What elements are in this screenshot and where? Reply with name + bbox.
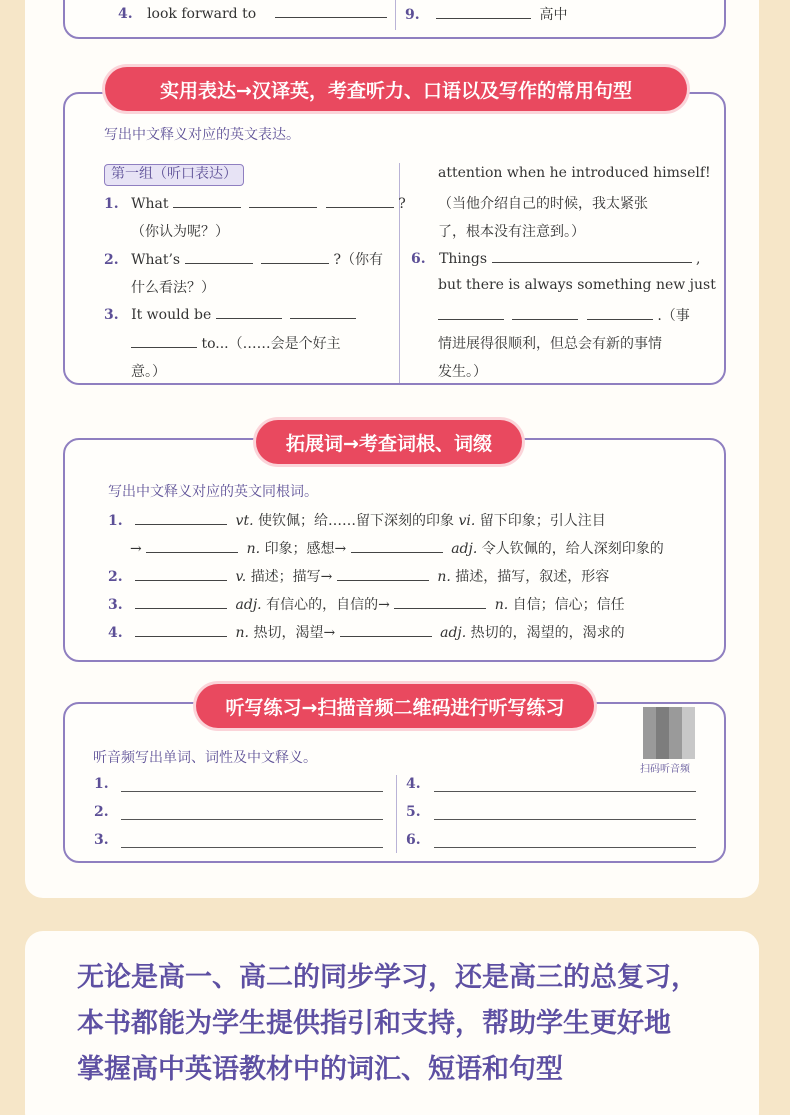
item-number: 4. <box>118 6 133 22</box>
qr-code-icon[interactable] <box>643 707 695 759</box>
practical-expressions-title: 实用表达→汉译英，考查听力、口语以及写作的常用句型 <box>105 67 687 111</box>
dictation-line[interactable] <box>434 819 696 820</box>
blank-line[interactable] <box>173 194 241 208</box>
qr-caption: 扫码听音频 <box>640 764 690 775</box>
item-text: What’s <box>131 252 181 268</box>
s1-right-line1: attention when he introduced himself! <box>438 165 711 181</box>
dictation-line[interactable] <box>121 791 383 792</box>
item-number: 1. <box>108 513 123 529</box>
dictation-line[interactable] <box>434 847 696 848</box>
dictation-num-6: 6. <box>406 832 421 848</box>
item-number: 9. <box>405 7 420 23</box>
item-number: 6. <box>411 251 426 267</box>
part-of-speech: n. <box>437 569 451 585</box>
s2-q4 <box>108 622 625 642</box>
item-text: .（事 <box>657 308 690 324</box>
blank-line[interactable] <box>340 623 432 637</box>
dictation-line[interactable] <box>121 819 383 820</box>
item-number: 1. <box>104 196 119 212</box>
s2-q3 <box>108 594 625 614</box>
item-text: 热切，渴望→ <box>253 625 336 641</box>
s1-q1-line1 <box>104 194 406 212</box>
item-text: 有信心的，自信的→ <box>266 597 390 613</box>
item-number: 3. <box>108 597 123 613</box>
part-of-speech: vi. <box>458 513 476 529</box>
part-of-speech: vt. <box>235 513 254 529</box>
summary-line-3: 掌握高中英语教材中的词汇、短语和句型 <box>77 1054 563 1085</box>
blank-line[interactable] <box>135 595 227 609</box>
item-text: 描述，描写，叙述，形容 <box>455 569 610 585</box>
summary-line-2: 本书都能为学生提供指引和支持，帮助学生更好地 <box>77 1008 671 1039</box>
arrow: → <box>130 541 142 557</box>
section1-instruction: 写出中文释义对应的英文表达。 <box>104 127 300 143</box>
s1-right-line7: 情进展得很顺利，但总会有新的事情 <box>438 336 662 352</box>
s1-q1-line2: （你认为呢？） <box>131 224 229 240</box>
blank-line[interactable] <box>131 334 197 348</box>
item-text: What <box>131 196 169 212</box>
s1-right-line6 <box>438 305 690 325</box>
item-number: 2. <box>108 569 123 585</box>
part-of-speech: adj. <box>440 625 467 641</box>
part-of-speech: n. <box>235 625 249 641</box>
top-item-4 <box>118 4 387 22</box>
summary-line-1: 无论是高一、高二的同步学习，还是高三的总复习， <box>77 962 698 993</box>
s1-q3-line3: 意。） <box>131 364 166 380</box>
item-text: look forward to <box>147 6 257 22</box>
s1-right-line3: 了，根本没有注意到。） <box>438 224 585 240</box>
blank-line[interactable] <box>275 4 387 18</box>
group-tag: 第一组（听口表达） <box>104 164 244 186</box>
part-of-speech: v. <box>235 569 247 585</box>
dictation-num-5: 5. <box>406 804 421 820</box>
word-family-title: 拓展词→考查词根、词缀 <box>256 420 522 464</box>
item-text: ?（你有 <box>333 252 383 268</box>
s1-q6-line1 <box>411 249 700 267</box>
s1-q2-line1 <box>104 249 383 269</box>
s1-q3-line2 <box>131 333 341 353</box>
blank-line[interactable] <box>337 567 429 581</box>
blank-line[interactable] <box>135 511 227 525</box>
item-text: 高中 <box>539 7 568 23</box>
dictation-num-1: 1. <box>94 776 109 792</box>
blank-line[interactable] <box>512 306 578 320</box>
s1-right-line8: 发生。） <box>438 364 487 380</box>
blank-line[interactable] <box>135 567 227 581</box>
item-text: It would be <box>131 307 212 323</box>
blank-line[interactable] <box>135 623 227 637</box>
s2-q1-line2 <box>130 538 664 558</box>
blank-line[interactable] <box>492 249 692 263</box>
s2-q1-line1 <box>108 510 606 530</box>
blank-line[interactable] <box>146 539 238 553</box>
s1-right-line5: but there is always something new just <box>438 277 716 293</box>
blank-line[interactable] <box>326 194 394 208</box>
dictation-title: 听写练习→扫描音频二维码进行听写练习 <box>196 684 594 728</box>
blank-line[interactable] <box>587 306 653 320</box>
blank-line[interactable] <box>249 194 317 208</box>
part-of-speech: adj. <box>451 541 478 557</box>
s1-right-line2: （当他介绍自己的时候，我太紧张 <box>438 196 648 212</box>
blank-line[interactable] <box>351 539 443 553</box>
item-text: to...（……会是个好主 <box>201 336 341 352</box>
column-divider <box>395 0 396 30</box>
s1-q3-line1 <box>104 305 356 323</box>
blank-line[interactable] <box>436 5 531 19</box>
item-text: 描述；描写→ <box>250 569 333 585</box>
item-text: Things <box>439 251 488 267</box>
summary-text <box>77 955 737 1093</box>
item-text: 自信；信心；信任 <box>512 597 625 613</box>
part-of-speech: n. <box>494 597 509 613</box>
blank-line[interactable] <box>290 305 356 319</box>
section3-instruction: 听音频写出单词、词性及中文释义。 <box>93 750 317 766</box>
dictation-line[interactable] <box>121 847 383 848</box>
section2-instruction: 写出中文释义对应的英文同根词。 <box>108 484 318 500</box>
item-text: ? <box>398 196 406 212</box>
blank-line[interactable] <box>185 250 253 264</box>
s1-q2-line2: 什么看法？） <box>131 280 215 296</box>
item-text: 印象；感想→ <box>264 541 347 557</box>
item-text: 留下印象；引人注目 <box>479 513 606 529</box>
item-text: 令人钦佩的，给人深刻印象的 <box>481 541 664 557</box>
item-text: 热切的，渴望的，渴求的 <box>470 625 625 641</box>
top-item-9 <box>405 4 568 24</box>
dictation-num-4: 4. <box>406 776 421 792</box>
dictation-num-2: 2. <box>94 804 109 820</box>
blank-line[interactable] <box>216 305 282 319</box>
item-text: 使钦佩；给……留下深刻的印象 <box>257 513 454 529</box>
item-number: 3. <box>104 307 119 323</box>
blank-line[interactable] <box>394 595 486 609</box>
column-divider <box>396 775 397 853</box>
part-of-speech: adj. <box>235 597 262 613</box>
s2-q2 <box>108 566 609 586</box>
blank-line[interactable] <box>261 250 329 264</box>
blank-line[interactable] <box>438 306 504 320</box>
part-of-speech: n. <box>246 541 261 557</box>
dictation-line[interactable] <box>434 791 696 792</box>
item-number: 2. <box>104 252 119 268</box>
item-text: , <box>695 251 701 267</box>
dictation-num-3: 3. <box>94 832 109 848</box>
item-number: 4. <box>108 625 123 641</box>
